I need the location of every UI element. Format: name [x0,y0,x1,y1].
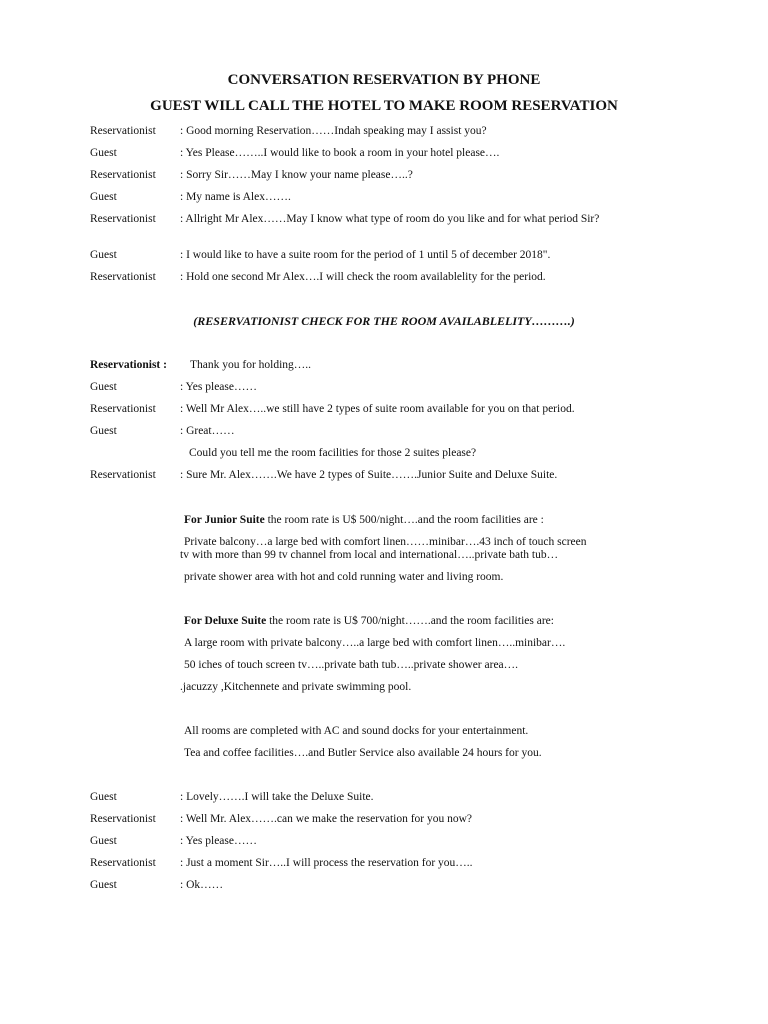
facility-line: .jacuzzy ,Kitchennete and private swimming pool. [180,681,412,693]
amenities-line: All rooms are completed with AC and sound docks for your entertainment. [184,725,529,737]
speaker-label: Reservationist [90,169,156,181]
dialogue-text: : Yes please…… [180,381,257,393]
speaker-label: Guest [90,381,117,393]
facility-line: A large room with private balcony…..a large bed with comfort linen…..minibar…. [184,637,566,649]
dialogue-text: : Ok…… [180,879,224,891]
junior-suite-rate [184,513,544,527]
speaker-label: Guest [90,249,117,261]
stage-note: (RESERVATIONIST CHECK FOR THE ROOM AVAILABLELITY……….) [193,314,575,328]
dialogue-text: : My name is Alex……. [180,191,291,203]
dialogue-text: : Sure Mr. Alex…….We have 2 types of Suite…….Junior Suite and Deluxe Suite. [180,469,558,481]
speaker-label: Guest [90,191,117,203]
dialogue-text: : Sorry Sir……May I know your name please…..? [180,169,413,181]
facility-line: Private balcony…a large bed with comfort linen……minibar….43 inch of touch screen [184,536,587,548]
facility-line: private shower area with hot and cold running water and living room. [184,571,504,583]
dialogue-text: Thank you for holding….. [190,359,312,371]
speaker-label: Guest [90,835,117,847]
amenities-line: Tea and coffee facilities….and Butler Service also available 24 hours for you. [184,747,542,759]
document-title: CONVERSATION RESERVATION BY PHONE [227,72,541,88]
deluxe-suite-rate [184,614,554,628]
dialogue-text: : Yes Please……..I would like to book a room in your hotel please…. [180,147,500,159]
speaker-label: Reservationist [90,857,156,869]
dialogue-text: : Allright Mr Alex……May I know what type of room do you like and for what period Sir? [180,213,600,225]
dialogue-text: : Just a moment Sir…..I will process the reservation for you….. [180,857,473,869]
deluxe-suite-heading: For Deluxe Suite [184,615,267,627]
dialogue-text: : Hold one second Mr Alex….I will check the room availablelity for the period. [180,271,546,283]
speaker-label: Reservationist [90,469,156,481]
dialogue-text: : Well Mr. Alex…….can we make the reservation for you now? [180,813,473,825]
speaker-label: Guest [90,147,117,159]
document-subtitle: GUEST WILL CALL THE HOTEL TO MAKE ROOM RESERVATION [150,98,618,114]
speaker-label: Guest [90,879,117,891]
dialogue-text: Could you tell me the room facilities for those 2 suites please? [189,447,477,459]
speaker-label: Reservationist : [90,359,167,371]
speaker-label: Reservationist [90,213,156,225]
speaker-label: Reservationist [90,125,156,137]
facility-line: 50 iches of touch screen tv…..private bath tub…..private shower area…. [184,659,519,671]
dialogue-text: : Good morning Reservation……Indah speaking may I assist you? [180,125,487,137]
dialogue-text: : Well Mr Alex…..we still have 2 types of suite room available for you on that period. [180,403,575,415]
dialogue-text: : Yes please…… [180,835,257,847]
junior-suite-rate-text: the room rate is U$ 500/night….and the room facilities are : [264,514,544,526]
dialogue-text: : Great…… [180,425,235,437]
speaker-label: Guest [90,791,117,803]
dialogue-text: : Lovely…….I will take the Deluxe Suite. [180,791,374,803]
speaker-label: Guest [90,425,117,437]
speaker-label: Reservationist [90,813,156,825]
junior-suite-heading: For Junior Suite [184,514,265,526]
dialogue-text: : I would like to have a suite room for the period of 1 until 5 of december 2018". [180,249,551,261]
deluxe-suite-rate-text: the room rate is U$ 700/night…….and the room facilities are: [266,615,554,627]
speaker-label: Reservationist [90,403,156,415]
facility-line: tv with more than 99 tv channel from local and international…..private bath tub… [180,549,559,561]
speaker-label: Reservationist [90,271,156,283]
